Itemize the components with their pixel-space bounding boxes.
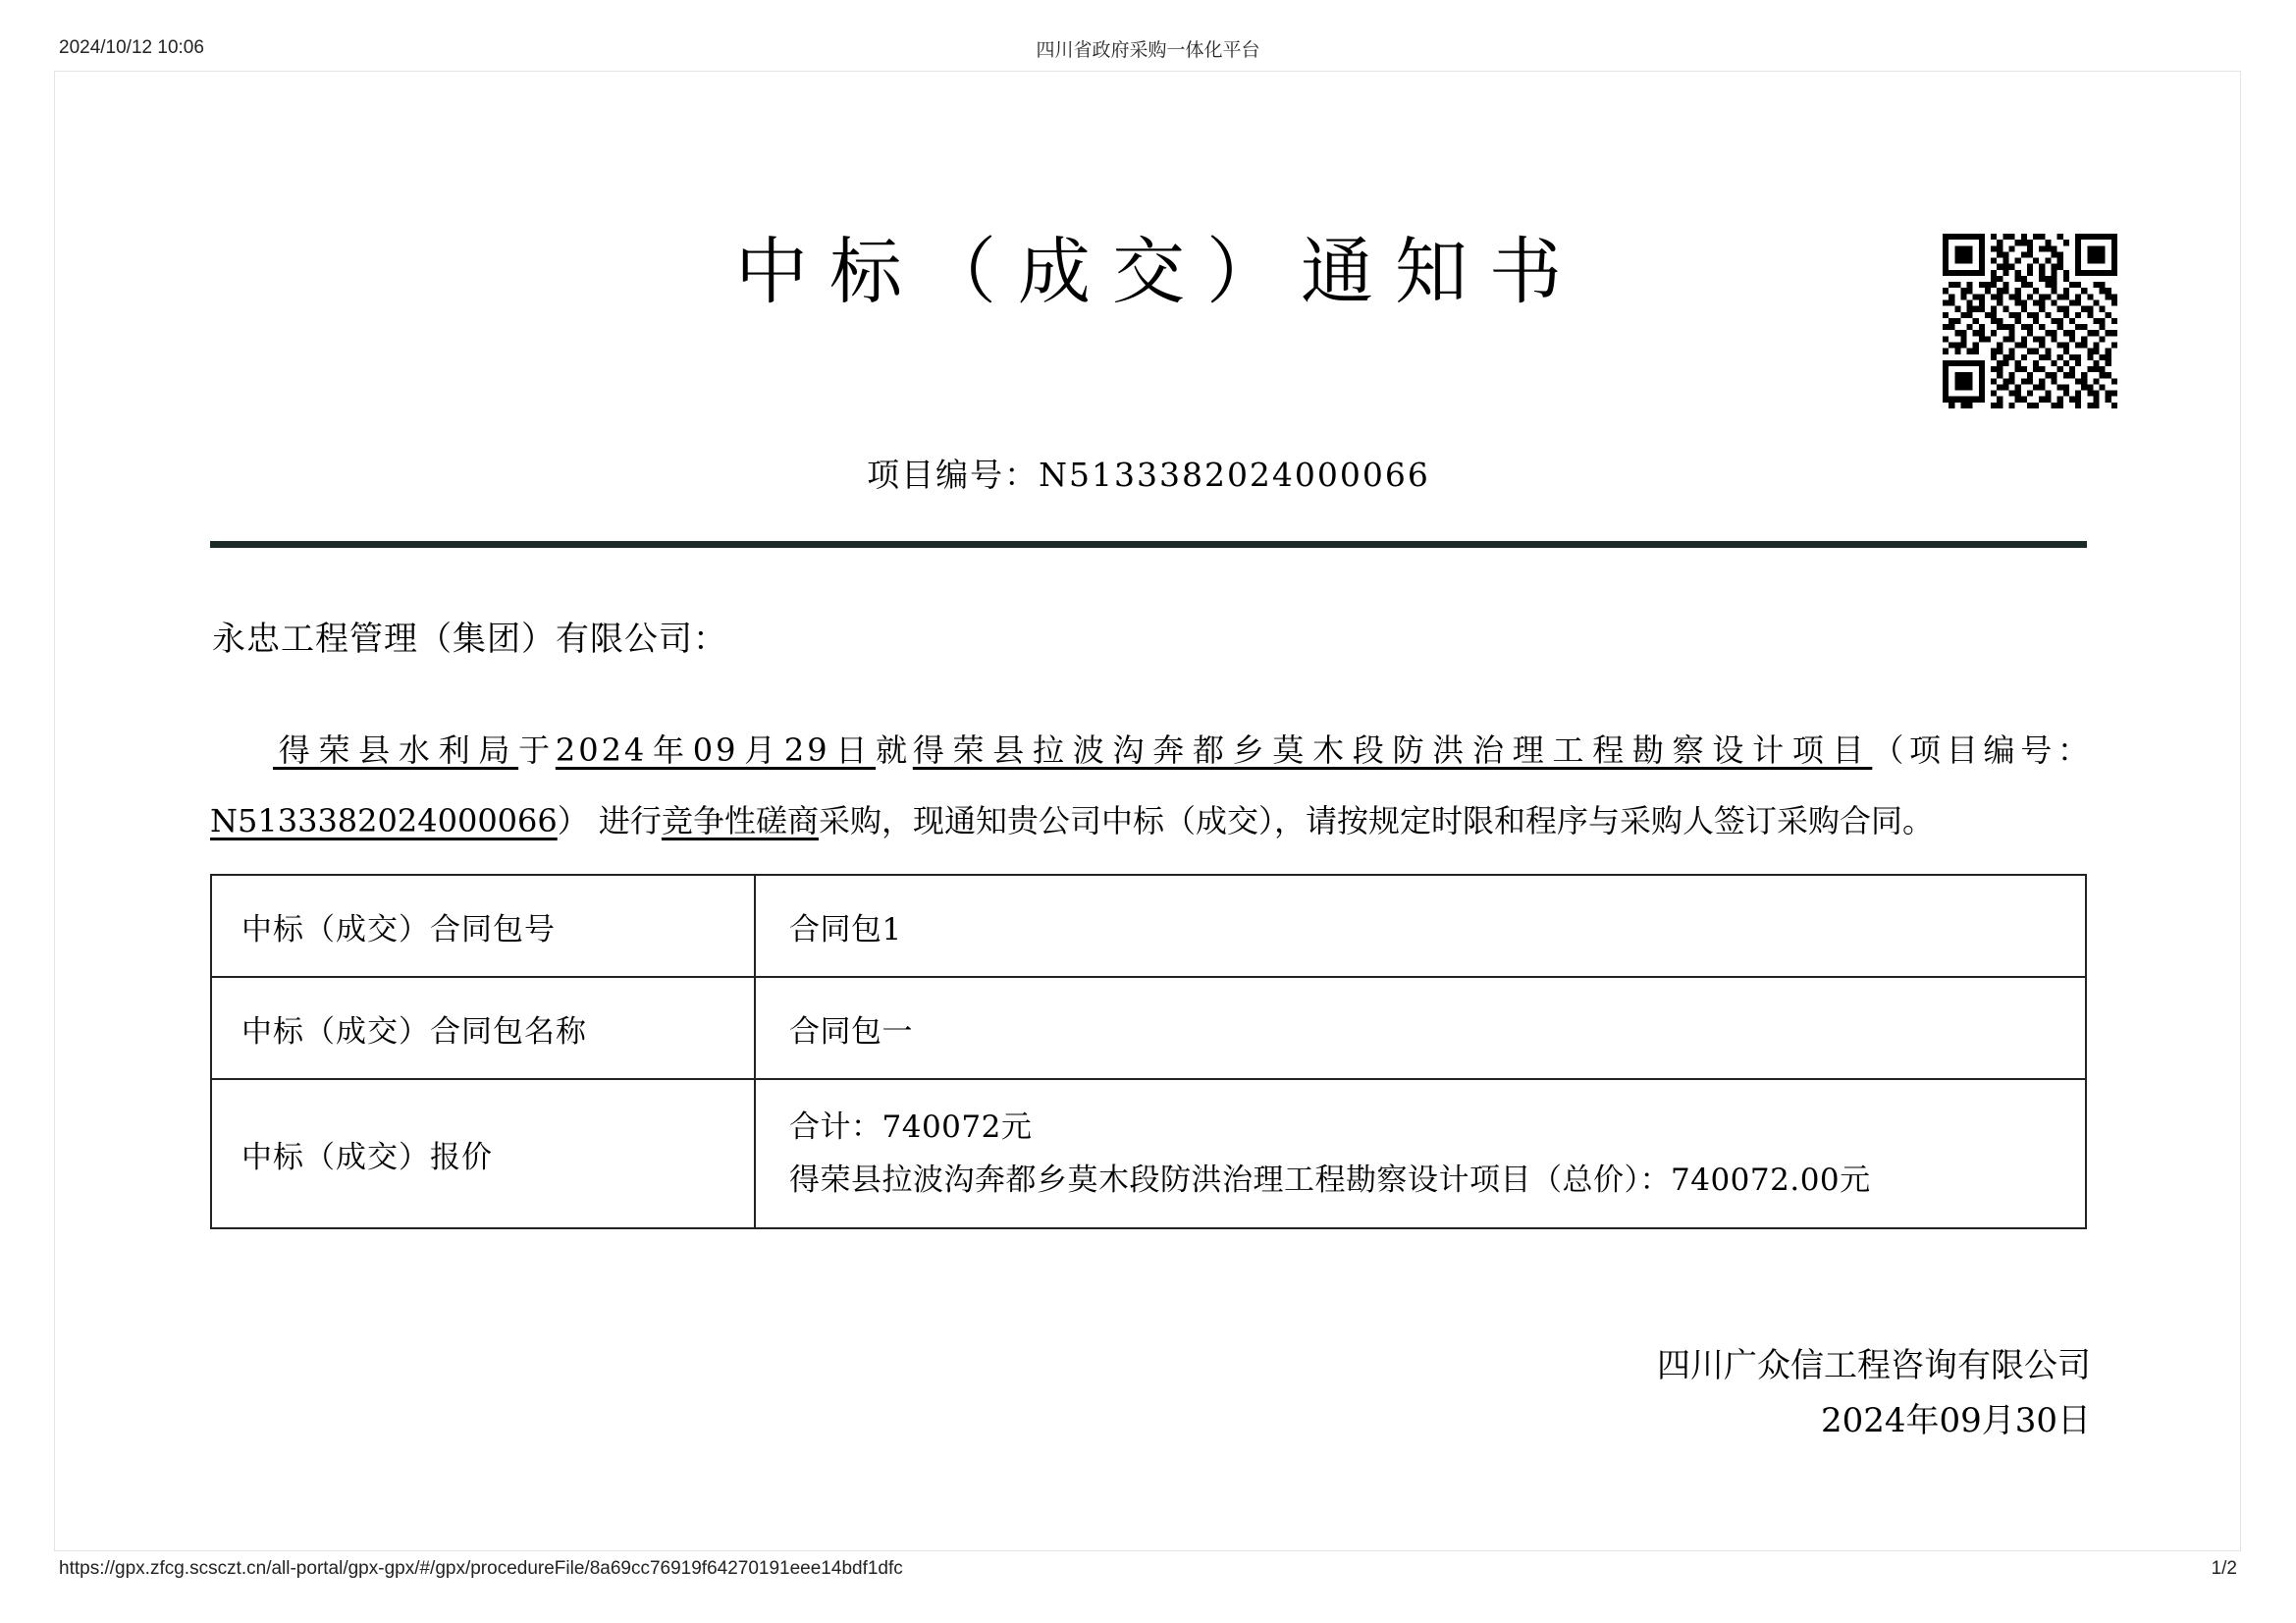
notice-paragraph — [210, 715, 2089, 856]
addressee: 永忠工程管理（集团）有限公司： — [212, 620, 727, 659]
signature-date: 2024年09月30日 — [1820, 1401, 2091, 1440]
project-number-line: 项目编号：N5133382024000066 — [867, 456, 1430, 494]
project-number: N5133382024000066 — [210, 802, 558, 839]
table-label-package-name: 中标（成交）合同包名称 — [211, 977, 755, 1079]
title-divider — [210, 541, 2087, 548]
signature-agency: 四川广众信工程咨询有限公司 — [1657, 1346, 2091, 1385]
print-footer-url: https://gpx.zfcg.scsczt.cn/all-portal/gpx-gpx/#/gpx/procedureFile/8a69cc76919f64270191eee14bdf1dfc — [59, 1558, 903, 1579]
qr-code-icon — [1943, 234, 2117, 408]
table-value-package-no: 合同包1 — [755, 875, 2086, 977]
print-header-site-title: 四川省政府采购一体化平台 — [1036, 39, 1260, 61]
procurement-method: 竞争性磋商 — [661, 802, 819, 839]
text-after-date: 就 — [876, 731, 913, 769]
text-project-no-prefix: （项目编号： — [1872, 731, 2089, 769]
table-label-package-no: 中标（成交）合同包号 — [211, 875, 755, 977]
print-header-datetime: 2024/10/12 10:06 — [59, 37, 204, 58]
project-name: 得荣县拉波沟奔都乡莫木段防洪治理工程勘察设计项目 — [912, 731, 1873, 769]
text-tail: 采购，现通知贵公司中标（成交），请按规定时限和程序与采购人签订采购合同。 — [818, 802, 1934, 839]
table-row — [211, 875, 2086, 977]
print-footer — [0, 1558, 2296, 1586]
print-header — [0, 33, 2296, 63]
table-value-package-name: 合同包一 — [755, 977, 2086, 1079]
text-mid: ） 进行 — [557, 802, 662, 839]
award-info-table — [210, 874, 2087, 1229]
table-row — [211, 977, 2086, 1079]
page-title: 中标（成交）通知书 — [735, 230, 1583, 314]
price-detail-line: 得荣县拉波沟奔都乡莫木段防洪治理工程勘察设计项目（总价）：740072.00元 — [789, 1163, 1871, 1198]
price-total-line: 合计：740072元 — [789, 1109, 1033, 1145]
table-label-price: 中标（成交）报价 — [211, 1079, 755, 1228]
signature-block — [1657, 1338, 2091, 1448]
purchaser-name: 得荣县水利局 — [273, 731, 519, 769]
table-row — [211, 1079, 2086, 1228]
procurement-date: 2024年09月29日 — [555, 731, 877, 769]
text-after-purchaser: 于 — [518, 731, 556, 769]
table-value-price — [755, 1079, 2086, 1228]
print-footer-page-number: 1/2 — [2211, 1558, 2237, 1579]
document-sheet — [54, 71, 2241, 1551]
